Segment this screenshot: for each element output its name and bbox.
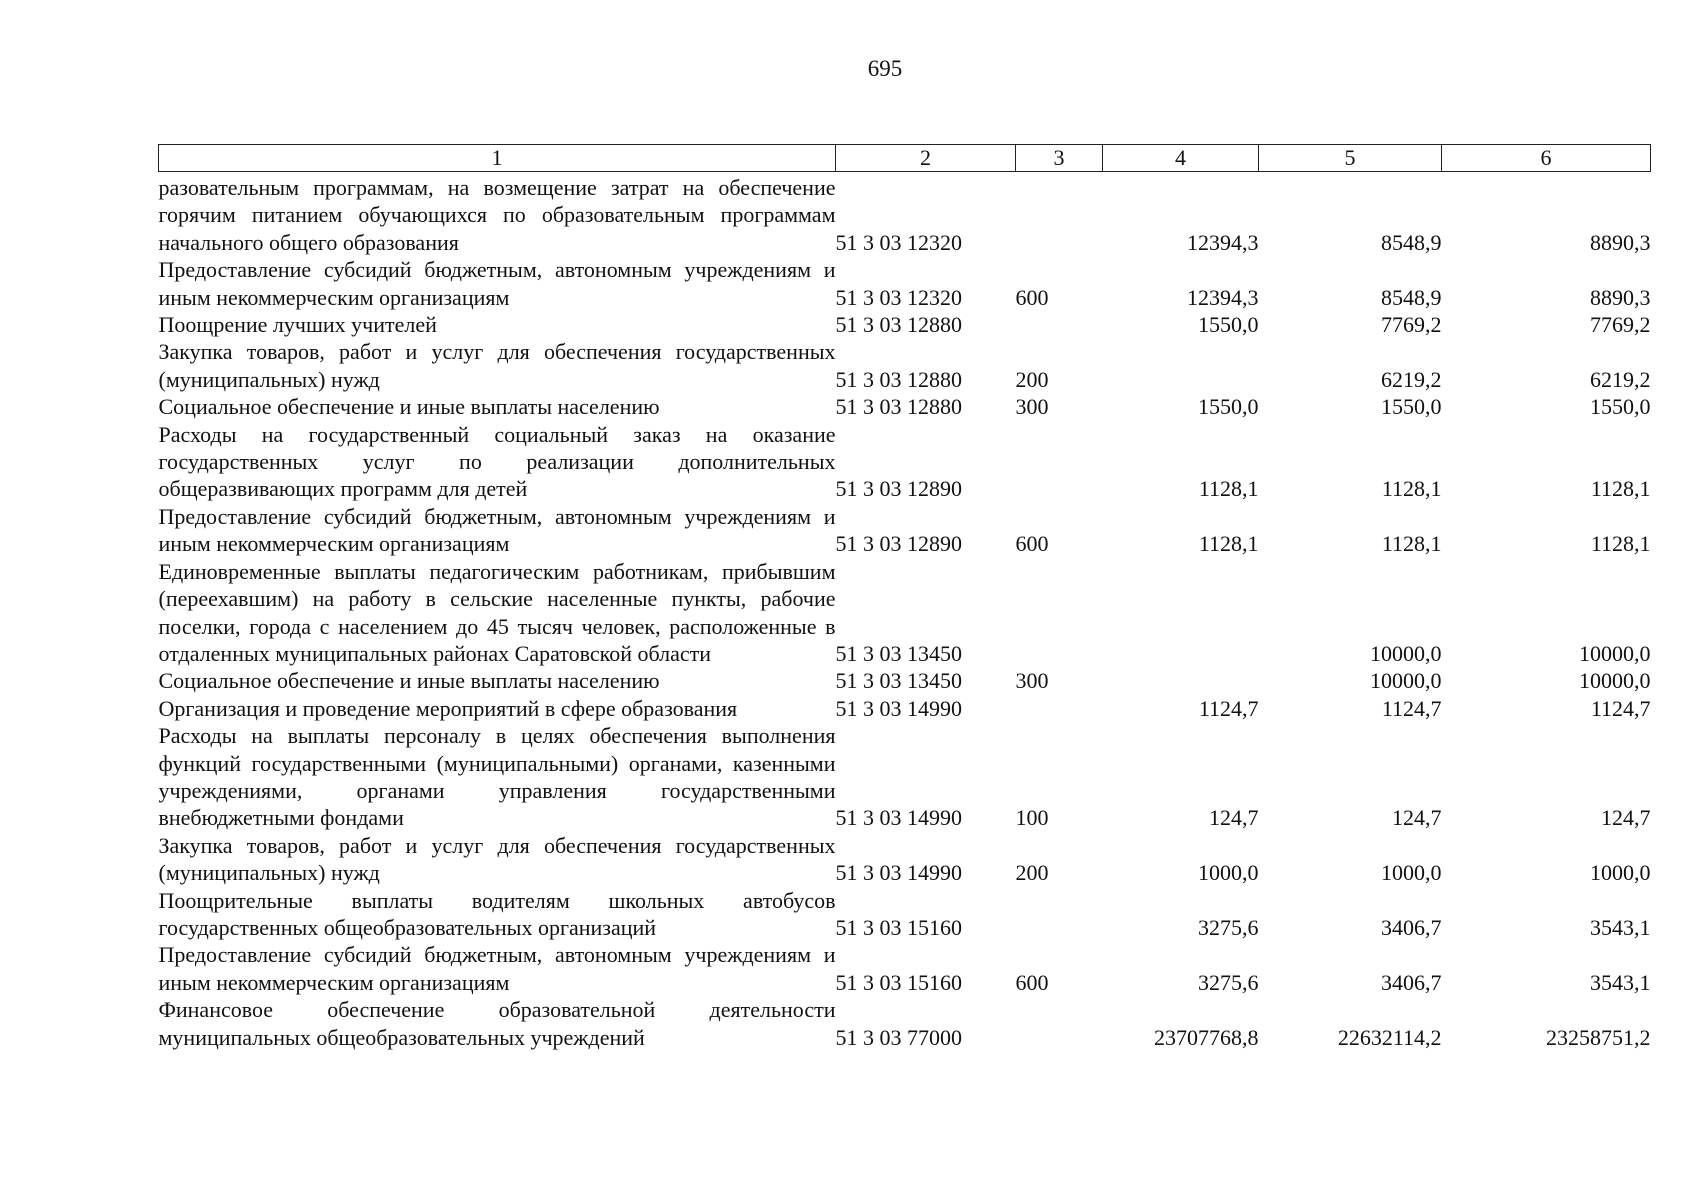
row-value-6: 1550,0 [1590, 394, 1651, 420]
row-value-5: 8548,9 [1381, 229, 1442, 255]
budget-table [158, 144, 1651, 1051]
table-row [159, 887, 1651, 942]
row-code: 51 3 03 12320 [835, 284, 962, 310]
row-description: Предоставление субсидий бюджетным, автономным учреждениям и иным некоммерческим организациям [158, 257, 836, 310]
row-expense-type: 200 [1015, 860, 1049, 886]
table-row [159, 503, 1651, 558]
row-value-4: 3275,6 [1198, 914, 1259, 940]
row-expense-type [1016, 172, 1103, 257]
table-row [159, 311, 1651, 338]
row-code: 51 3 03 12890 [835, 531, 962, 557]
row-expense-type [1016, 421, 1103, 503]
row-expense-type: 100 [1015, 805, 1049, 831]
row-code: 51 3 03 14990 [835, 860, 962, 886]
row-code: 51 3 03 15160 [835, 969, 962, 995]
row-value-5: 1000,0 [1381, 860, 1442, 886]
table-row [159, 941, 1651, 996]
row-description: Единовременные выплаты педагогическим работникам, прибывшим (переехавшим) на работу в сельские населенные пункты, рабочие поселки, города с населением до 45 тысяч человек, расположенные в отдаленных муниципальных районах Саратовской области [158, 558, 836, 666]
column-header-6: 6 [1442, 145, 1651, 172]
row-value-4: 1124,7 [1198, 695, 1259, 721]
row-code: 51 3 03 14990 [835, 805, 962, 831]
column-header-3: 3 [1016, 145, 1103, 172]
table-header-row [159, 145, 1651, 172]
row-description: Предоставление субсидий бюджетным, автономным учреждениям и иным некоммерческим организациям [158, 503, 836, 557]
row-expense-type: 600 [1015, 531, 1049, 557]
row-description: Расходы на выплаты персоналу в целях обеспечения выполнения функций государственными (муниципальными) органами, казенными учреждениями, органами управления государственными внебюджетными фондами [158, 723, 836, 831]
row-description: Закупка товаров, работ и услуг для обеспечения государственных (муниципальных) нужд [158, 339, 836, 392]
table-row [159, 667, 1651, 694]
table-row [159, 421, 1651, 503]
row-expense-type [1016, 996, 1103, 1051]
row-value-5: 6219,2 [1381, 366, 1442, 392]
row-expense-type [1016, 887, 1103, 942]
table-row [159, 558, 1651, 668]
row-code: 51 3 03 13450 [835, 640, 962, 666]
row-value-4: 23707768,8 [1154, 1024, 1259, 1050]
row-value-6: 1128,1 [1590, 476, 1651, 502]
row-description: Поощрительные выплаты водителям школьных автобусов государственных общеобразовательных организаций [158, 887, 836, 940]
row-value-4: 1550,0 [1198, 394, 1259, 420]
row-value-6: 3543,1 [1590, 969, 1651, 995]
row-value-5: 22632114,2 [1337, 1024, 1442, 1050]
row-value-5: 3406,7 [1381, 969, 1442, 995]
row-description: Социальное обеспечение и иные выплаты населению [158, 668, 660, 694]
row-value-4: 1128,1 [1198, 531, 1259, 557]
row-value-6: 23258751,2 [1546, 1024, 1651, 1050]
row-value-6: 7769,2 [1590, 312, 1651, 338]
row-value-4: 124,7 [1209, 805, 1259, 831]
row-code: 51 3 03 12880 [835, 394, 962, 420]
row-code: 51 3 03 13450 [835, 668, 962, 694]
row-value-5: 1128,1 [1381, 531, 1442, 557]
row-value-6: 8890,3 [1590, 229, 1651, 255]
row-value-4: 1000,0 [1198, 860, 1259, 886]
table-row [159, 172, 1651, 257]
row-expense-type [1016, 311, 1103, 338]
row-value-5: 124,7 [1392, 805, 1442, 831]
row-value-4: 1550,0 [1198, 312, 1259, 338]
row-expense-type: 300 [1015, 394, 1049, 420]
row-description: Социальное обеспечение и иные выплаты населению [158, 394, 660, 420]
row-code: 51 3 03 15160 [835, 914, 962, 940]
row-value-4: 3275,6 [1198, 969, 1259, 995]
row-code: 51 3 03 12880 [835, 366, 962, 392]
table-row [159, 338, 1651, 393]
column-header-2: 2 [836, 145, 1016, 172]
row-description: Закупка товаров, работ и услуг для обеспечения государственных (муниципальных) нужд [158, 832, 836, 886]
row-value-6: 1128,1 [1590, 531, 1651, 557]
row-description: Расходы на государственный социальный заказ на оказание государственных услуг по реализации дополнительных общеразвивающих программ для детей [158, 421, 836, 502]
row-value-6: 124,7 [1601, 805, 1651, 831]
table-row [159, 695, 1651, 722]
row-value-5: 10000,0 [1370, 640, 1442, 666]
row-value-5: 3406,7 [1381, 914, 1442, 940]
row-value-6: 1124,7 [1590, 695, 1651, 721]
row-expense-type [1016, 558, 1103, 668]
row-value-6: 1000,0 [1590, 860, 1651, 886]
page-number: 695 [867, 56, 903, 81]
row-value-6: 3543,1 [1590, 914, 1651, 940]
row-value-4: 1128,1 [1198, 476, 1259, 502]
row-description: Финансовое обеспечение образовательной деятельности муниципальных общеобразовательных учреждений [158, 997, 836, 1050]
row-code: 51 3 03 12880 [835, 312, 962, 338]
row-code: 51 3 03 12890 [835, 476, 962, 502]
table-row [159, 996, 1651, 1051]
row-expense-type: 200 [1015, 366, 1049, 392]
row-value-6: 10000,0 [1579, 640, 1651, 666]
row-value-6: 10000,0 [1579, 668, 1651, 694]
column-header-4: 4 [1103, 145, 1259, 172]
table-row [159, 393, 1651, 420]
row-description: Поощрение лучших учителей [158, 312, 437, 338]
row-value-6: 8890,3 [1590, 284, 1651, 310]
row-expense-type: 600 [1015, 969, 1049, 995]
column-header-1: 1 [159, 145, 836, 172]
row-description: Организация и проведение мероприятий в сфере образования [158, 695, 738, 721]
row-value-5: 7769,2 [1381, 312, 1442, 338]
table-row [159, 722, 1651, 832]
row-code: 51 3 03 77000 [835, 1024, 962, 1050]
row-description: разовательным программам, на возмещение затрат на обеспечение горячим питанием обучающихся по образовательным программам начального общего образования [158, 175, 836, 255]
row-expense-type: 600 [1015, 284, 1049, 310]
row-value-4 [1103, 667, 1259, 694]
row-code: 51 3 03 12320 [835, 229, 962, 255]
row-code: 51 3 03 14990 [835, 695, 962, 721]
row-value-5: 1124,7 [1381, 695, 1442, 721]
row-expense-type: 300 [1015, 668, 1049, 694]
table-row [159, 832, 1651, 887]
row-value-4: 12394,3 [1187, 229, 1259, 255]
row-value-5: 1128,1 [1381, 476, 1442, 502]
table-row [159, 256, 1651, 311]
row-value-4 [1103, 558, 1259, 668]
row-expense-type [1016, 695, 1103, 722]
column-header-5: 5 [1259, 145, 1442, 172]
row-description: Предоставление субсидий бюджетным, автономным учреждениям и иным некоммерческим организациям [158, 942, 836, 995]
row-value-4 [1103, 338, 1259, 393]
row-value-5: 1550,0 [1381, 394, 1442, 420]
row-value-6: 6219,2 [1590, 366, 1651, 392]
row-value-5: 10000,0 [1370, 668, 1442, 694]
row-value-4: 12394,3 [1187, 284, 1259, 310]
row-value-5: 8548,9 [1381, 284, 1442, 310]
